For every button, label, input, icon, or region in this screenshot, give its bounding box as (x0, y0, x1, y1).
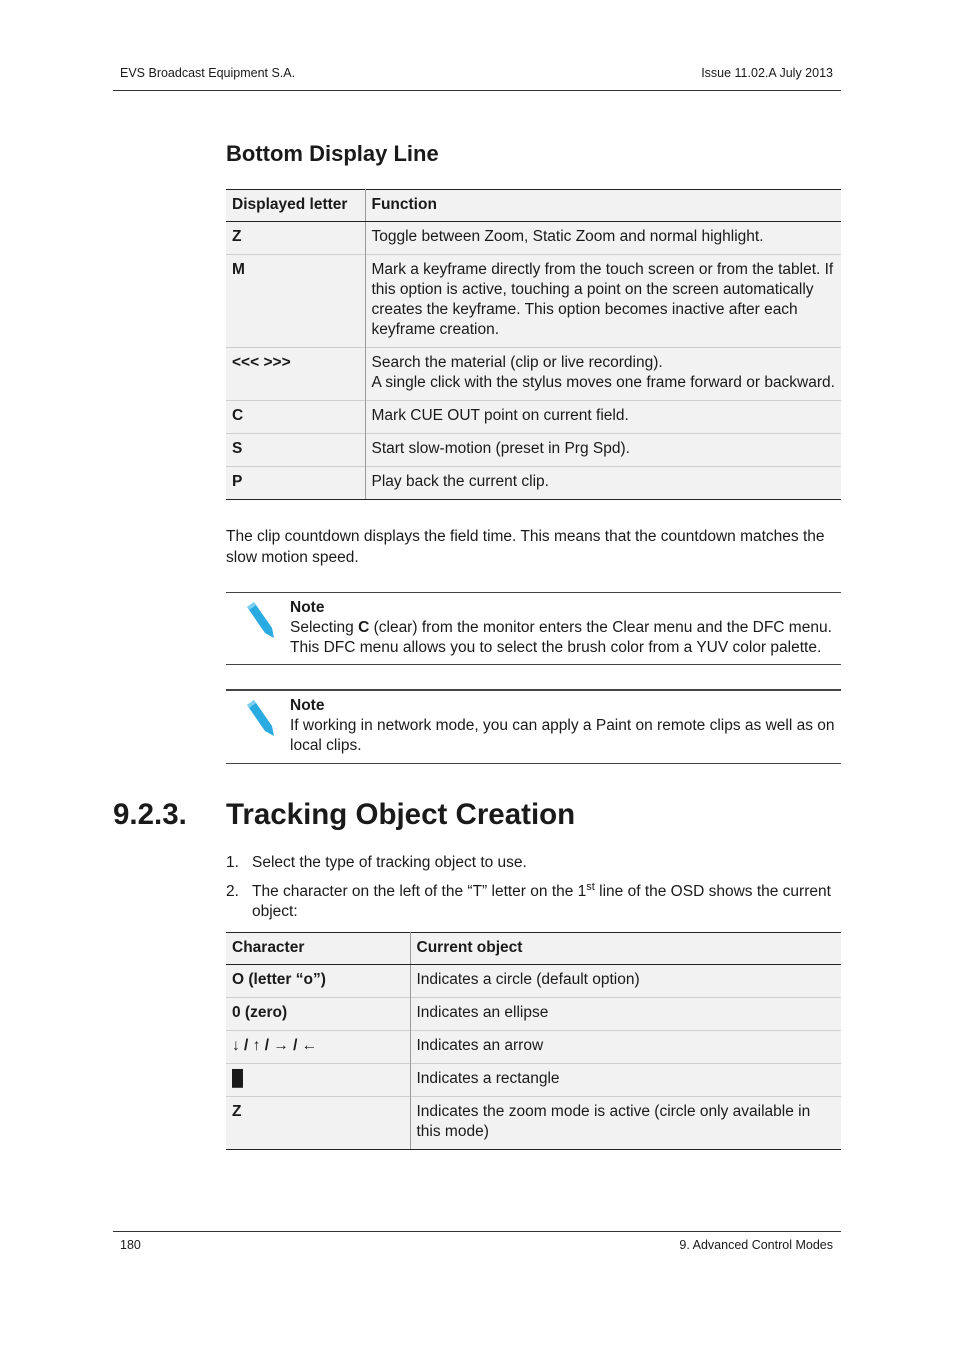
footer-divider (113, 1231, 841, 1232)
header-divider (113, 90, 841, 91)
note-box (226, 592, 841, 665)
step-text: The character on the left of the “T” letter on the 1 (252, 883, 587, 900)
table-row (226, 434, 841, 467)
table-header-row (226, 933, 841, 965)
chapter-title: Tracking Object Creation (226, 798, 576, 831)
pencil-icon (244, 699, 274, 737)
note-text-part: (clear) from the monitor enters the Clear menu and the DFC menu. This DFC menu allows you to select the brush color from a YUV color palette. (290, 619, 832, 656)
note-box (226, 689, 841, 764)
object-cell: Indicates an arrow (410, 1031, 841, 1064)
table-row (226, 998, 841, 1031)
table-row (226, 348, 841, 401)
header-company: EVS Broadcast Equipment S.A. (120, 66, 296, 80)
letter-cell: Z (226, 222, 365, 255)
function-line: Search the material (clip or live recording). (371, 354, 663, 371)
tracking-object-table (226, 932, 841, 1150)
function-cell: Mark a keyframe directly from the touch screen or from the tablet. If this option is active, touching a point on the screen automatically creates the keyframe. This option becomes inactive after each keyframe creation. (365, 255, 841, 348)
function-cell (365, 348, 841, 401)
step-text: Select the type of tracking object to use. (252, 854, 527, 871)
step-superscript: st (586, 880, 595, 893)
table-row (226, 255, 841, 348)
table-row (226, 222, 841, 255)
table-row (226, 1097, 841, 1150)
function-cell: Play back the current clip. (365, 467, 841, 500)
note-text-part: Selecting (290, 619, 359, 636)
note-text: If working in network mode, you can apply a Paint on remote clips as well as on local clips. (290, 717, 835, 754)
pencil-icon (244, 601, 274, 639)
character-cell: Z (226, 1097, 410, 1150)
table-row (226, 1064, 841, 1097)
footer-chapter: 9. Advanced Control Modes (679, 1238, 833, 1252)
function-cell: Toggle between Zoom, Static Zoom and normal highlight. (365, 222, 841, 255)
list-item (226, 882, 841, 922)
note-text-bold: C (358, 619, 370, 636)
step-text: line of the OSD shows the current object: (252, 883, 831, 920)
step-number: 1. (226, 854, 239, 871)
table-header-row (226, 190, 841, 222)
table-row (226, 401, 841, 434)
character-cell: █ (226, 1064, 410, 1097)
table-row (226, 1031, 841, 1064)
letter-cell: C (226, 401, 365, 434)
character-cell: ↓ / ↑ / → / ← (226, 1031, 410, 1064)
steps-list (226, 853, 841, 922)
column-header: Current object (410, 933, 841, 965)
display-letter-table (226, 189, 841, 500)
letter-cell: M (226, 255, 365, 348)
list-item (226, 853, 841, 873)
table-row (226, 467, 841, 500)
object-cell: Indicates a circle (default option) (410, 965, 841, 998)
character-cell: 0 (zero) (226, 998, 410, 1031)
note-title: Note (290, 599, 325, 616)
column-header: Function (365, 190, 841, 222)
letter-cell: P (226, 467, 365, 500)
table-row (226, 965, 841, 998)
character-cell: O (letter “o”) (226, 965, 410, 998)
function-cell: Mark CUE OUT point on current field. (365, 401, 841, 434)
step-number: 2. (226, 883, 239, 900)
page-number: 180 (120, 1238, 141, 1252)
object-cell: Indicates an ellipse (410, 998, 841, 1031)
section-heading: Bottom Display Line (226, 141, 439, 166)
function-cell: Start slow-motion (preset in Prg Spd). (365, 434, 841, 467)
chapter-number: 9.2.3. (113, 798, 187, 831)
object-cell: Indicates the zoom mode is active (circle only available in this mode) (410, 1097, 841, 1150)
header-issue: Issue 11.02.A July 2013 (701, 66, 833, 80)
letter-cell: S (226, 434, 365, 467)
countdown-paragraph: The clip countdown displays the field time. This means that the countdown matches the slow motion speed. (226, 528, 825, 566)
column-header: Displayed letter (226, 190, 365, 222)
note-title: Note (290, 697, 325, 714)
object-cell: Indicates a rectangle (410, 1064, 841, 1097)
letter-cell: <<< >>> (226, 348, 365, 401)
column-header: Character (226, 933, 410, 965)
note-text (290, 618, 840, 658)
function-line: A single click with the stylus moves one frame forward or backward. (371, 374, 835, 391)
